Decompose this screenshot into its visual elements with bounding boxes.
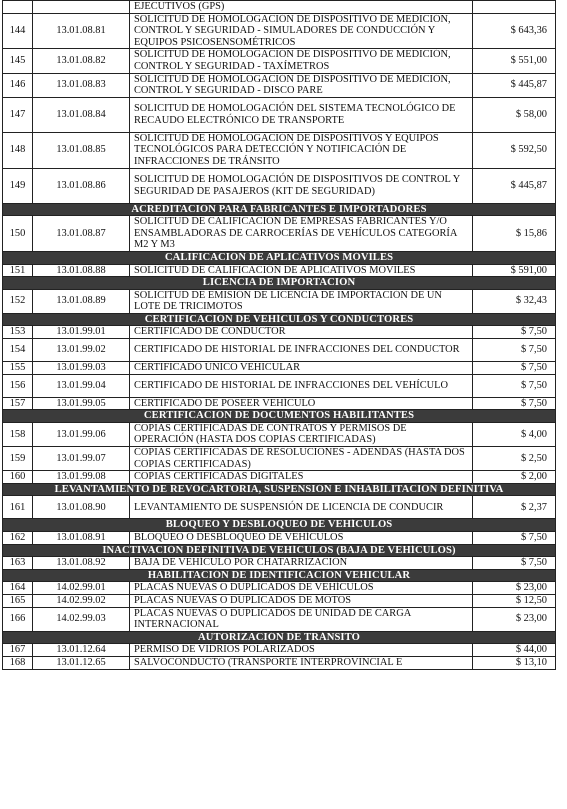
item-price: $ 7,50 [473,532,556,545]
item-description: COPIAS CERTIFICADAS DE CONTRATOS Y PERMISOS DE OPERACIÓN (HASTA DOS COPIAS CERTIFICADAS) [130,422,473,446]
item-description: EJECUTIVOS (GPS) [130,1,473,14]
row-number: 150 [3,216,33,252]
item-description: SOLICITUD DE CALIFICACIÓN DE APLICATIVOS MÓVILES [130,264,473,277]
item-code: 13.01.08.82 [33,49,130,73]
item-description: SOLICITUD DE HOMOLOGACIÓN DE DISPOSITIVOS DE CONTROL Y SEGURIDAD DE PASAJEROS (KIT DE SEGURIDAD) [130,168,473,203]
item-price: $ 7,50 [473,557,556,570]
item-price: $ 592,50 [473,132,556,168]
item-code: 14.02.99.03 [33,607,130,631]
table-row [3,447,556,471]
row-number: 147 [3,97,33,132]
fee-table [2,0,556,670]
item-code: 13.01.08.85 [33,132,130,168]
row-number: 144 [3,13,33,49]
item-code: 13.01.08.83 [33,73,130,97]
table-row [3,168,556,203]
row-number: 156 [3,374,33,397]
table-row [3,289,556,313]
row-number: 166 [3,607,33,631]
table-row [3,656,556,669]
item-description: SOLICITUD DE EMISIÓN DE LICENCIA DE IMPORTACIÓN DE UN LOTE DE TRICIMOTOS [130,289,473,313]
section-title: LEVANTAMIENTO DE REVOCARTORIA, SUSPENSIÓN E INHABILITACIÓN DEFINITIVA [3,483,556,496]
item-code: 13.01.99.03 [33,362,130,375]
item-code: 13.01.08.92 [33,557,130,570]
item-code: 13.01.99.02 [33,339,130,362]
item-price [473,1,556,14]
item-price: $ 13,10 [473,656,556,669]
item-price: $ 7,50 [473,362,556,375]
section-header-row [3,203,556,216]
table-row [3,49,556,73]
item-code: 13.01.08.84 [33,97,130,132]
table-row [3,582,556,595]
row-number: 158 [3,422,33,446]
section-header-row [3,313,556,326]
row-number: 168 [3,656,33,669]
table-row [3,1,556,14]
table-row [3,362,556,375]
section-header-row [3,483,556,496]
item-price: $ 643,36 [473,13,556,49]
item-code: 13.01.08.86 [33,168,130,203]
item-description: PERMISO DE VIDRIOS POLARIZADOS [130,644,473,657]
table-row [3,216,556,252]
item-code: 13.01.12.65 [33,656,130,669]
item-description: COPIAS CERTIFICADAS DE RESOLUCIONES - ADENDAS (HASTA DOS COPIAS CERTIFICADAS) [130,447,473,471]
item-description: COPIAS CERTIFICADAS DIGITALES [130,471,473,484]
item-description: SOLICITUD DE HOMOLOGACIÓN DEL SISTEMA TECNOLÓGICO DE RECAUDO ELECTRÓNICO DE TRANSPORTE [130,97,473,132]
item-code: 13.01.08.81 [33,13,130,49]
row-number: 162 [3,532,33,545]
table-row [3,471,556,484]
item-code: 13.01.99.08 [33,471,130,484]
table-row [3,594,556,607]
item-code: 13.01.08.91 [33,532,130,545]
section-header-row [3,519,556,532]
item-code: 13.01.08.89 [33,289,130,313]
section-title: CERTIFICACIÓN DE VEHÍCULOS Y CONDUCTORES [3,313,556,326]
item-code: 13.01.08.90 [33,496,130,519]
row-number: 164 [3,582,33,595]
section-header-row [3,569,556,582]
item-price: $ 7,50 [473,397,556,410]
item-description: BLOQUEO O DESBLOQUEO DE VEHÍCULOS [130,532,473,545]
item-description: SOLICITUD DE HOMOLOGACIÓN DE DISPOSITIVO DE MEDICIÓN, CONTROL Y SEGURIDAD - TAXÍMETROS [130,49,473,73]
item-price: $ 12,50 [473,594,556,607]
row-number [3,1,33,14]
table-row [3,73,556,97]
item-description: PLACAS NUEVAS O DUPLICADOS DE UNIDAD DE CARGA INTERNACIONAL [130,607,473,631]
item-description: SOLICITUD DE HOMOLOGACIÓN DE DISPOSITIVO DE MEDICIÓN, CONTROL Y SEGURIDAD - SIMULADORES DE CONDUCCIÓN Y EQUIPOS PSICOSENSOMÉTRICOS [130,13,473,49]
item-description: SOLICITUD DE HOMOLOGACIÓN DE DISPOSITIVOS Y EQUIPOS TECNOLÓGICOS PARA DETECCIÓN Y NOTIFICACIÓN DE INFRACCIONES DE TRÁNSITO [130,132,473,168]
row-number: 165 [3,594,33,607]
item-price: $ 2,50 [473,447,556,471]
item-price: $ 44,00 [473,644,556,657]
item-price: $ 2,00 [473,471,556,484]
section-title: HABILITACIÓN DE IDENTIFICACIÓN VEHICULAR [3,569,556,582]
row-number: 161 [3,496,33,519]
item-price: $ 15,86 [473,216,556,252]
row-number: 154 [3,339,33,362]
section-title: ACREDITACIÓN PARA FABRICANTES E IMPORTADORES [3,203,556,216]
item-price: $ 591,00 [473,264,556,277]
item-description: CERTIFICADO DE POSEER VEHÍCULO [130,397,473,410]
item-code: 13.01.08.87 [33,216,130,252]
row-number: 146 [3,73,33,97]
table-row [3,132,556,168]
item-description: SOLICITUD DE HOMOLOGACIÓN DE DISPOSITIVO DE MEDICIÓN, CONTROL Y SEGURIDAD - DISCO PARE [130,73,473,97]
fee-table-body [3,1,556,670]
row-number: 157 [3,397,33,410]
item-code: 14.02.99.01 [33,582,130,595]
item-code: 14.02.99.02 [33,594,130,607]
item-code: 13.01.99.07 [33,447,130,471]
row-number: 163 [3,557,33,570]
item-code: 13.01.99.05 [33,397,130,410]
item-description: SALVOCONDUCTO (TRANSPORTE INTERPROVINCIAL E [130,656,473,669]
table-row [3,339,556,362]
item-price: $ 7,50 [473,326,556,339]
item-price: $ 7,50 [473,374,556,397]
section-title: AUTORIZACIÓN DE TRÁNSITO [3,631,556,644]
table-row [3,644,556,657]
item-description: LEVANTAMIENTO DE SUSPENSIÓN DE LICENCIA DE CONDUCIR [130,496,473,519]
item-price: $ 7,50 [473,339,556,362]
table-row [3,557,556,570]
row-number: 148 [3,132,33,168]
table-row [3,532,556,545]
section-header-row [3,251,556,264]
item-price: $ 23,00 [473,582,556,595]
item-description: PLACAS NUEVAS O DUPLICADOS DE VEHÍCULOS [130,582,473,595]
item-description: BAJA DE VEHÍCULO POR CHATARRIZACIÓN [130,557,473,570]
item-description: CERTIFICADO DE HISTORIAL DE INFRACCIONES DEL CONDUCTOR [130,339,473,362]
item-description: CERTIFICADO DE HISTORIAL DE INFRACCIONES DEL VEHÍCULO [130,374,473,397]
item-description: PLACAS NUEVAS O DUPLICADOS DE MOTOS [130,594,473,607]
item-price: $ 32,43 [473,289,556,313]
row-number: 155 [3,362,33,375]
item-description: CERTIFICADO DE CONDUCTOR [130,326,473,339]
table-row [3,264,556,277]
item-price: $ 4,00 [473,422,556,446]
section-header-row [3,544,556,557]
table-row [3,97,556,132]
item-price: $ 445,87 [473,73,556,97]
item-price: $ 58,00 [473,97,556,132]
row-number: 149 [3,168,33,203]
row-number: 167 [3,644,33,657]
table-row [3,607,556,631]
row-number: 152 [3,289,33,313]
row-number: 153 [3,326,33,339]
table-row [3,374,556,397]
table-row [3,422,556,446]
item-code [33,1,130,14]
section-title: CALIFICACIÓN DE APLICATIVOS MÓVILES [3,251,556,264]
table-row [3,496,556,519]
row-number: 159 [3,447,33,471]
item-description: SOLICITUD DE CALIFICACIÓN DE EMPRESAS FABRICANTES Y/O ENSAMBLADORAS DE CARROCERÍAS DE VEHÍCULOS CATEGORÍA M2 Y M3 [130,216,473,252]
section-title: LICENCIA DE IMPORTACIÓN [3,277,556,290]
item-price: $ 2,37 [473,496,556,519]
item-price: $ 445,87 [473,168,556,203]
item-code: 13.01.12.64 [33,644,130,657]
section-header-row [3,631,556,644]
table-row [3,397,556,410]
item-price: $ 23,00 [473,607,556,631]
section-title: INACTIVACIÓN DEFINITIVA DE VEHÍCULOS (BAJA DE VEHÍCULOS) [3,544,556,557]
item-code: 13.01.99.06 [33,422,130,446]
item-price: $ 551,00 [473,49,556,73]
table-row [3,13,556,49]
section-header-row [3,277,556,290]
table-row [3,326,556,339]
item-code: 13.01.08.88 [33,264,130,277]
section-title: CERTIFICACIÓN DE DOCUMENTOS HABILITANTES [3,410,556,423]
section-header-row [3,410,556,423]
row-number: 151 [3,264,33,277]
item-code: 13.01.99.01 [33,326,130,339]
section-title: BLOQUEO Y DESBLOQUEO DE VEHÍCULOS [3,519,556,532]
item-code: 13.01.99.04 [33,374,130,397]
row-number: 145 [3,49,33,73]
row-number: 160 [3,471,33,484]
item-description: CERTIFICADO ÚNICO VEHICULAR [130,362,473,375]
